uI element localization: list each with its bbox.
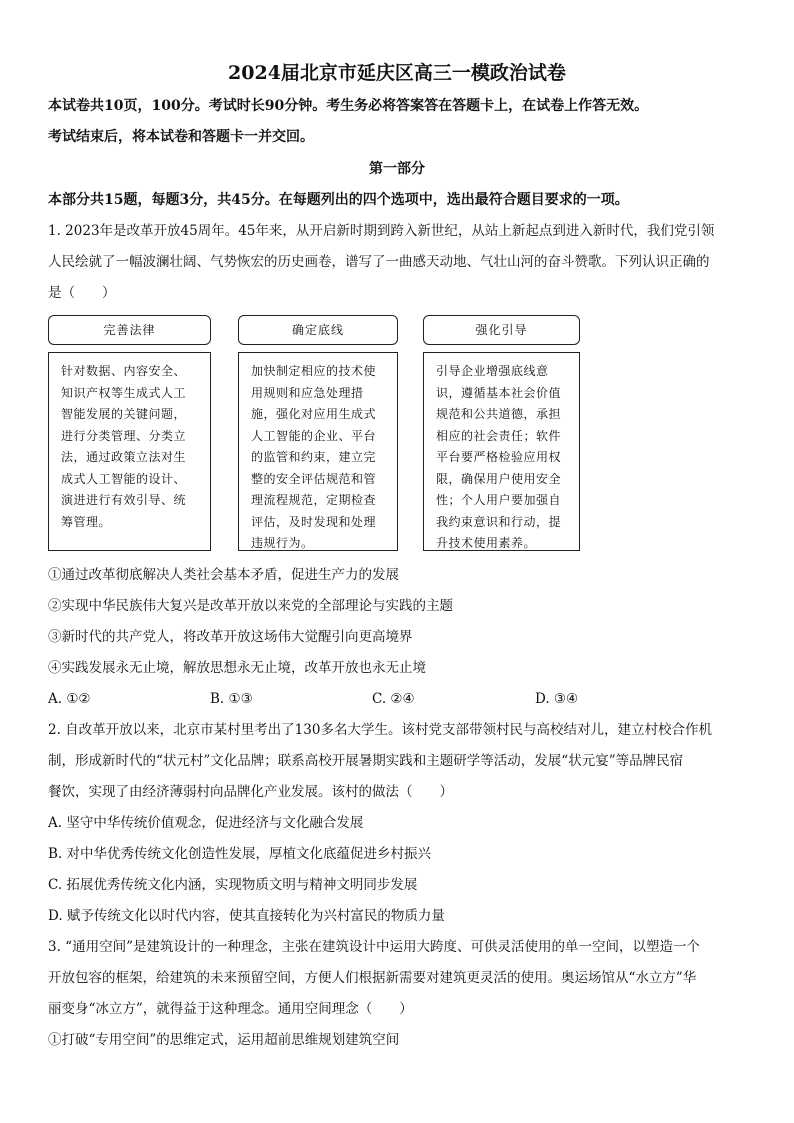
notice-line-2: 考试结束后，将本试卷和答题卡一并交回。 (48, 129, 314, 145)
q2-option-b[interactable]: B. 对中华优秀传统文化创造性发展，厚植文化底蕴促进乡村振兴 (48, 846, 432, 862)
q2-stem-line: 2. 自改革开放以来，北京市某村里考出了130多名大学生。该村党支部带领村民与高校结对儿，建立村校合作机 (48, 722, 712, 738)
q1-stem-line: 1. 2023年是改革开放45周年。45年来，从开启新时期到跨入新世纪，从站上新起点到进入新时代，我们党引领 (48, 223, 715, 239)
q2-option-a[interactable]: A. 坚守中华传统价值观念，促进经济与文化融合发展 (48, 815, 364, 831)
q1-statement: ④实践发展永无止境，解放思想永无止境，改革开放也永无止境 (48, 660, 426, 676)
q2-stem-line: 餐饮，实现了由经济薄弱村向品牌化产业发展。该村的做法（ ） (48, 784, 453, 800)
part-title: 第一部分 (369, 161, 425, 177)
q2-option-d[interactable]: D. 赋予传统文化以时代内容，使其直接转化为兴村富民的物质力量 (48, 908, 445, 924)
q3-stem-line: 丽变身“冰立方”，就得益于这种理念。通用空间理念（ ） (48, 1001, 413, 1017)
q1-options (48, 690, 748, 708)
notice-line-1: 本试卷共10页，100分。考试时长90分钟。考生务必将答案答在答题卡上，在试卷上作答无效。 (48, 98, 649, 114)
q1-option-c[interactable]: C. ②④ (372, 691, 415, 707)
q3-stem-line: 3. “通用空间”是建筑设计的一种理念，主张在建筑设计中运用大跨度、可供灵活使用的单一空间，以塑造一个 (48, 939, 700, 955)
q2-stem-line: 制，形成新时代的“状元村”文化品牌；联系高校开展暑期实践和主题研学等活动，发展“状元宴”等品牌民宿 (48, 753, 684, 769)
q1-stem-line: 是（ ） (48, 285, 116, 301)
q1-statement: ②实现中华民族伟大复兴是改革开放以来党的全部理论与实践的主题 (48, 598, 453, 614)
q1-box-header-bottomline: 确定底线 (238, 315, 398, 345)
q1-box-header-law: 完善法律 (48, 315, 211, 345)
q1-box-body-bottomline: 加快制定相应的技术使用规则和应急处理措施，强化对应用生成式人工智能的企业、平台的监管和约束，建立完整的安全评估规范和管理流程规范，定期检查评估，及时发现和处理违规行为。 (238, 352, 398, 551)
q1-box-body-guidance: 引导企业增强底线意识，遵循基本社会价值规范和公共道德，承担相应的社会责任；软件平台要严格检验应用权限，确保用户使用安全性；个人用户要加强自我约束意识和行动，提升技术使用素养。 (423, 352, 580, 551)
q1-option-d[interactable]: D. ③④ (535, 691, 579, 707)
q3-stem-line: 开放包容的框架，给建筑的未来预留空间，方便人们根据新需要对建筑更灵活的使用。奥运场馆从“水立方”华 (48, 970, 697, 986)
q1-box-body-law: 针对数据、内容安全、知识产权等生成式人工智能发展的关键问题，进行分类管理、分类立法，通过政策立法对生成式人工智能的设计、演进进行有效引导、统筹管理。 (48, 352, 211, 551)
q1-box-header-guidance: 强化引导 (423, 315, 580, 345)
q1-stem-line: 人民绘就了一幅波澜壮阔、气势恢宏的历史画卷，谱写了一曲感天动地、气壮山河的奋斗赞歌。下列认识正确的 (48, 254, 710, 270)
q1-option-b[interactable]: B. ①③ (210, 691, 253, 707)
q2-option-c[interactable]: C. 拓展优秀传统文化内涵，实现物质文明与精神文明同步发展 (48, 877, 418, 893)
q3-statement: ①打破“专用空间”的思维定式，运用超前思维规划建筑空间 (48, 1032, 400, 1048)
exam-title: 2024届北京市延庆区高三一模政治试卷 (228, 62, 566, 84)
q1-option-a[interactable]: A. ①② (48, 691, 91, 707)
q1-statement: ①通过改革彻底解决人类社会基本矛盾，促进生产力的发展 (48, 567, 399, 583)
part-description: 本部分共15题，每题3分，共45分。在每题列出的四个选项中，选出最符合题目要求的一项。 (48, 192, 629, 208)
q1-statement: ③新时代的共产党人，将改革开放这场伟大觉醒引向更高境界 (48, 629, 413, 645)
